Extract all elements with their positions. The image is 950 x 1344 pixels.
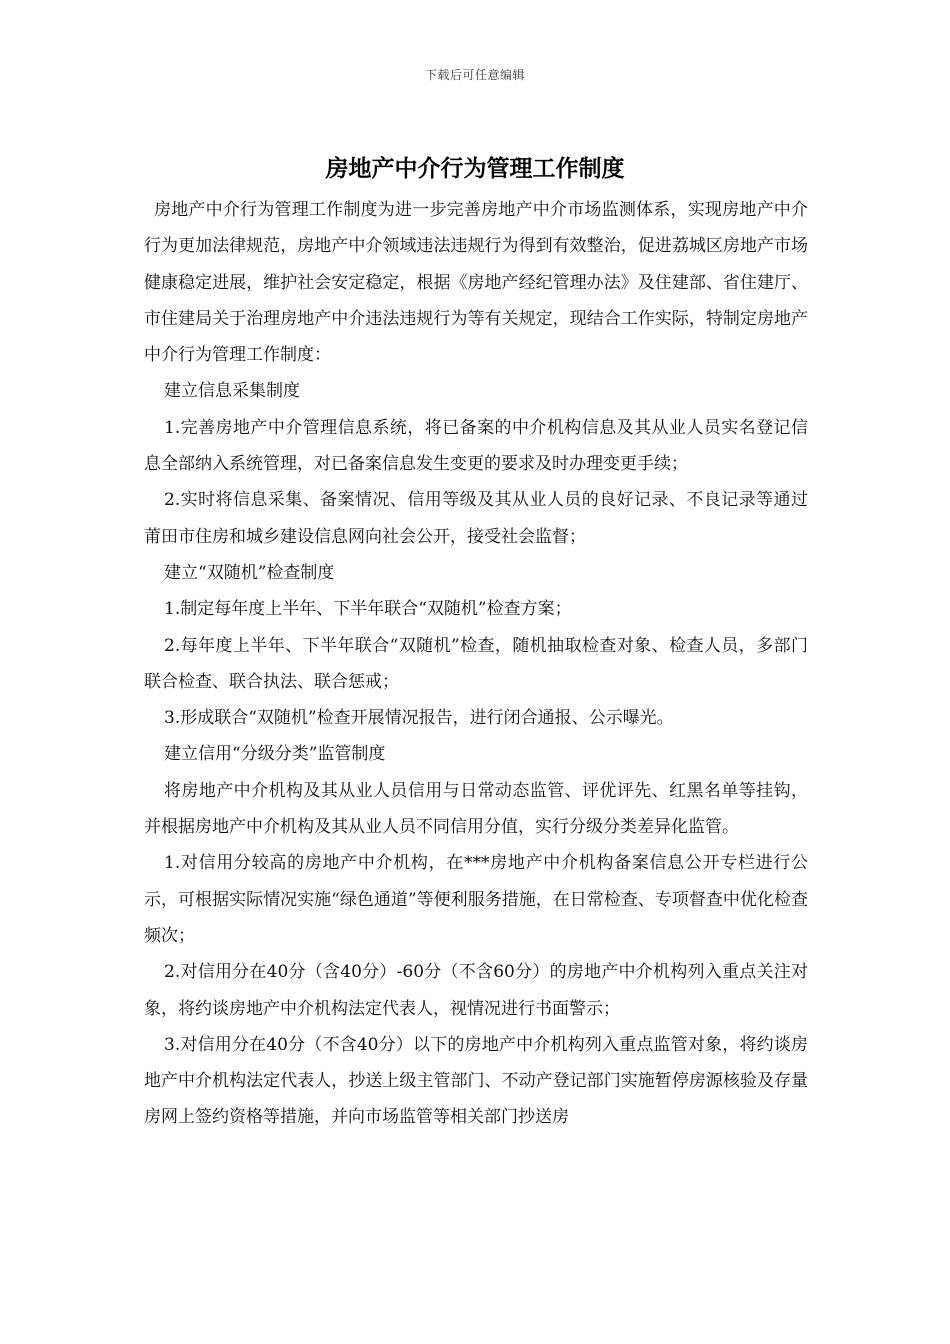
paragraph: 3.对信用分在40分（不含40分）以下的房地产中介机构列入重点监管对象，将约谈房地产中介机构法定代表人，抄送上级主管部门、不动产登记部门实施暂停房源核验及存量房网上签约资格等措施，并向市场监管等相关部门抄送房 — [144, 1034, 808, 1128]
section-heading: 建立信息采集制度 — [164, 381, 300, 402]
paragraph: 2.每年度上半年、下半年联合“双随机”检查，随机抽取检查对象、检查人员，多部门联合检查、联合执法、联合惩戒； — [144, 635, 808, 692]
document-title: 房地产中介行为管理工作制度 — [325, 155, 625, 182]
header-note: 下载后可任意编辑 — [424, 68, 525, 82]
paragraph: 2.实时将信息采集、备案情况、信用等级及其从业人员的良好记录、不良记录等通过莆田市住房和城乡建设信息网向社会公开，接受社会监督； — [144, 490, 808, 547]
section-heading: 建立信用“分级分类”监管制度 — [164, 744, 386, 765]
document-body — [144, 192, 808, 1136]
paragraph: 2.对信用分在40分（含40分）-60分（不含60分）的房地产中介机构列入重点关注对象，将约谈房地产中介机构法定代表人，视情况进行书面警示； — [144, 962, 808, 1019]
paragraph: 1.对信用分较高的房地产中介机构，在***房地产中介机构备案信息公开专栏进行公示，可根据实际情况实施“绿色通道”等便利服务措施，在日常检查、专项督查中优化检查频次； — [144, 853, 808, 946]
paragraph: 1.完善房地产中介管理信息系统，将已备案的中介机构信息及其从业人员实名登记信息全部纳入系统管理，对已备案信息发生变更的要求及时办理变更手续； — [144, 417, 808, 475]
paragraph: 房地产中介行为管理工作制度为进一步完善房地产中介市场监测体系，实现房地产中介行为更加法律规范，房地产中介领域违法违规行为得到有效整治，促进荔城区房地产市场健康稳定进展，维护社会安定稳定，根据《房地产经纪管理办法》及住建部、省住建厅、市住建局关于治理房地产中介违法违规行为等有关规定，现结合工作实际，特制定房地产中介行为管理工作制度： — [144, 200, 808, 366]
paragraph: 将房地产中介机构及其从业人员信用与日常动态监管、评优评先、红黑名单等挂钩，并根据房地产中介机构及其从业人员不同信用分值，实行分级分类差异化监管。 — [144, 780, 808, 838]
section-heading: 建立“双随机”检查制度 — [164, 562, 335, 583]
paragraph: 1.制定每年度上半年、下半年联合“双随机”检查方案； — [164, 599, 572, 620]
paragraph: 3.形成联合“双随机”检查开展情况报告，进行闭合通报、公示曝光。 — [164, 708, 674, 729]
